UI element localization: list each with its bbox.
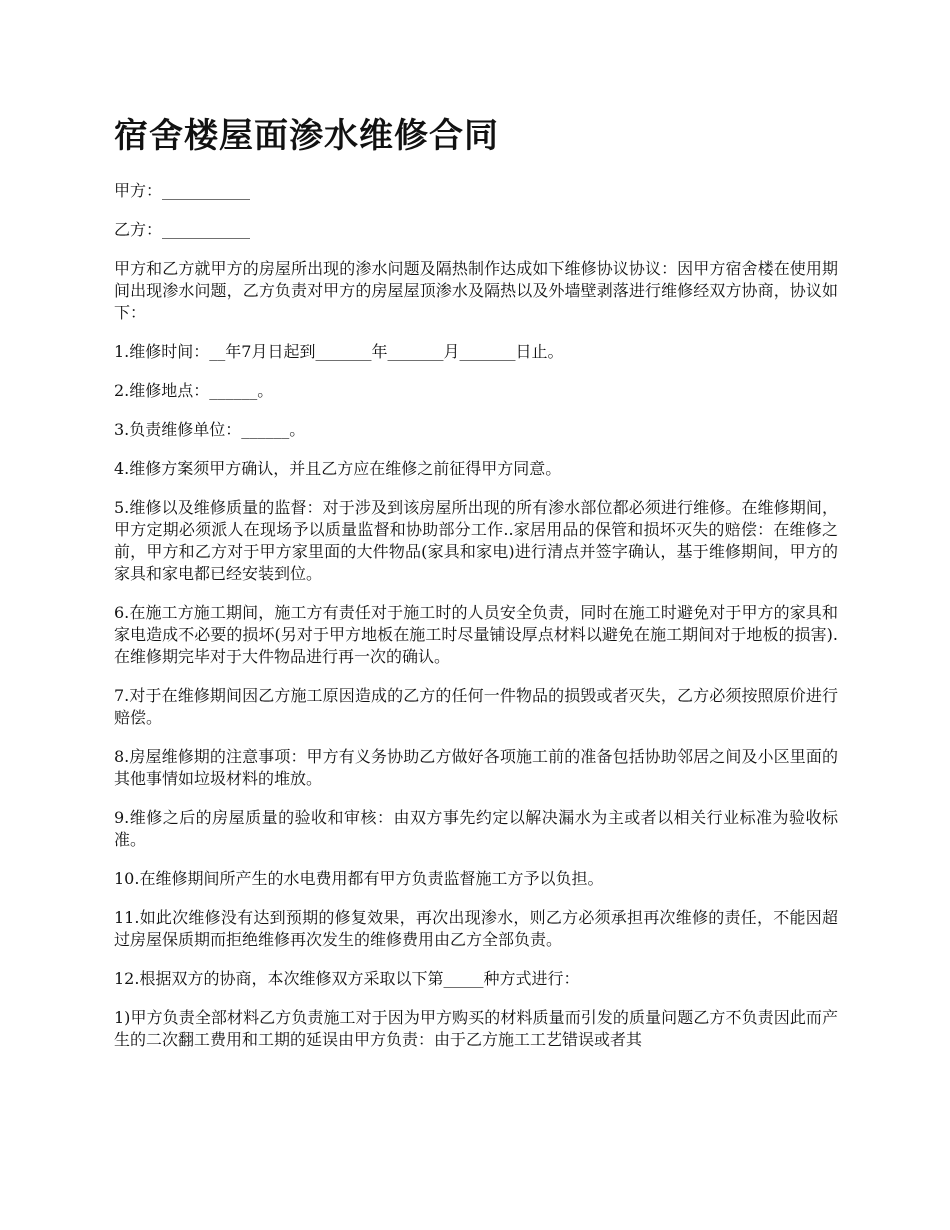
clause-2: 2.维修地点：______。 xyxy=(114,381,274,400)
party-b-line: 乙方：___________ xyxy=(114,220,251,239)
clause-12: 12.根据双方的协商，本次维修双方采取以下第_____种方式进行： xyxy=(114,969,580,988)
clause-5: 5.维修以及维修质量的监督：对于涉及到该房屋所出现的所有渗水部位都必须进行维修。在维修期间，甲方定期必须派人在现场予以质量监督和协助部分工作..家居用品的保管和损坏灭失的赔偿：在维修之前，甲方和乙方对于甲方家里面的大件物品(家具和家电)进行清点并签字确认，基于维修期间，甲方的家具和家电都已经安装到位。 xyxy=(114,498,838,583)
clause-4: 4.维修方案须甲方确认，并且乙方应在维修之前征得甲方同意。 xyxy=(114,459,562,478)
party-a-line: 甲方：___________ xyxy=(114,181,251,200)
document-title: 宿舍楼屋面渗水维修合同 xyxy=(114,116,499,156)
document-page xyxy=(114,112,838,1068)
clause-7: 7.对于在维修期间因乙方施工原因造成的乙方的任何一件物品的损毁或者灭失，乙方必须按照原价进行赔偿。 xyxy=(114,686,838,727)
clause-3: 3.负责维修单位：______。 xyxy=(114,420,306,439)
clause-12-option-1: 1)甲方负责全部材料乙方负责施工对于因为甲方购买的材料质量而引发的质量问题乙方不负责因此而产生的二次翻工费用和工期的延误由甲方负责：由于乙方施工工艺错误或者其 xyxy=(114,1008,838,1049)
clause-10: 10.在维修期间所产生的水电费用都有甲方负责监督施工方予以负担。 xyxy=(114,869,604,888)
clause-6: 6.在施工方施工期间，施工方有责任对于施工时的人员安全负责，同时在施工时避免对于甲方的家具和家电造成不必要的损坏(另对于甲方地板在施工时尽量铺设厚点材料以避免在施工期间对于地板的损害).在维修期完毕对于大件物品进行再一次的确认。 xyxy=(114,603,838,666)
intro-paragraph: 甲方和乙方就甲方的房屋所出现的渗水问题及隔热制作达成如下维修协议协议：因甲方宿舍楼在使用期间出现渗水问题，乙方负责对甲方的房屋屋顶渗水及隔热以及外墙壁剥落进行维修经双方协商，协议如下： xyxy=(114,259,838,322)
clause-8: 8.房屋维修期的注意事项：甲方有义务协助乙方做好各项施工前的准备包括协助邻居之间及小区里面的其他事情如垃圾材料的堆放。 xyxy=(114,747,838,788)
clause-1: 1.维修时间：__年7月日起到_______年_______月_______日止。 xyxy=(114,342,564,361)
clause-9: 9.维修之后的房屋质量的验收和审核：由双方事先约定以解决漏水为主或者以相关行业标准为验收标准。 xyxy=(114,808,838,849)
clause-11: 11.如此次维修没有达到预期的修复效果，再次出现渗水，则乙方必须承担再次维修的责任，不能因超过房屋保质期而拒绝维修再次发生的维修费用由乙方全部负责。 xyxy=(114,908,838,949)
